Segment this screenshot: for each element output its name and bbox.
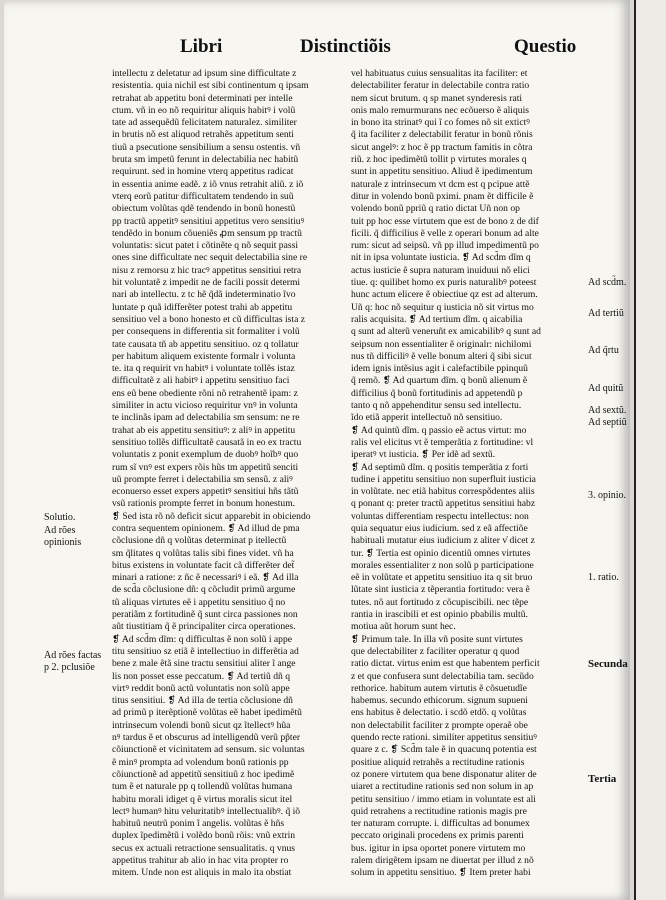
text-line: idem ignis intẽsius agit i calefactibile ppinquũ bbox=[351, 363, 528, 375]
text-line: que delectabiliter z faciliter operatur q quod bbox=[351, 645, 520, 657]
text-line: vterq eorũ patitur difficultatem tendendo in suũ bbox=[112, 190, 294, 202]
text-line: intrinsecum volendi bonũ sicut qz ĩtellectꝰ hũa bbox=[112, 719, 291, 731]
text-line: uiaret a rectitudine rationis sed non solum in ap bbox=[351, 781, 534, 793]
text-line: difficultatẽ z ali habitꝰ i appetitu sensitiuo faci bbox=[112, 375, 290, 387]
text-line: ctum. vñ in eo nõ requiritur aliquis habitꝰ i volũ bbox=[112, 104, 296, 116]
text-line: lũtate sint iusticia z tẽperantia fortitudo: vera ẽ bbox=[351, 584, 530, 596]
margin-note-ad-quintu: Ad quitũ bbox=[588, 383, 624, 394]
text-line: per consequens in differentia sit formaliter i volũ bbox=[112, 326, 300, 338]
margin-note-ad-rones-factas: Ad rões factas p 2. pclusiõe bbox=[44, 650, 102, 673]
text-line: bruta sm impetũ ferunt in delectabilia nec habitũ bbox=[112, 154, 299, 166]
text-line: habitu morali idiget q ẽ virtus moralis sicut itel bbox=[112, 793, 293, 805]
text-line: nus tñ difficiliꝰ ẽ velle bonum alteri q̃ sibi sicut bbox=[351, 350, 532, 362]
text-line: tiue. q: quilibet homo ex puris naturalibꝰ poteest bbox=[351, 277, 537, 289]
margin-note-ad-quartu: Ad q̃rtu bbox=[588, 345, 619, 356]
text-line: ratio dictat. virtus enim est que habentem perficit bbox=[351, 658, 540, 670]
text-line: vel habituatus cuius sensualitas ita faciliter: et bbox=[351, 68, 528, 79]
text-line: tudine i appetitu sensitiuo non superfluit iusticia bbox=[351, 473, 536, 485]
text-line: habituũ neutrũ ponim ĩ angelis. volũtas ẽ hñs bbox=[112, 818, 285, 830]
text-line: mitem. Unde non est aliquis in malo ita obstiat bbox=[112, 867, 292, 879]
text-line: retrahat ab appetitu boni determinati per intelle bbox=[112, 92, 293, 104]
text-line: peratiãm z fortitudinẽ q̃ sunt circa passiones non bbox=[112, 609, 298, 621]
text-line: contra sequentem opinionem. ❡ Ad illud de pma bbox=[112, 522, 300, 534]
text-line: cõiunctionẽ et vicinitatem ad sensum. sic voluntas bbox=[112, 744, 305, 756]
text-line: pp tractũ appetitꝰ sensitiui appetitus vero sensitiuꝰ bbox=[112, 215, 305, 227]
text-line: z et que confusera sunt delectabilia tam. secũdo bbox=[351, 670, 534, 682]
text-line: sunt in appetitu sensitiuo. Aliud ẽ ipedimentum bbox=[351, 166, 533, 178]
margin-note-ad-tertiu: Ad tertiũ bbox=[588, 308, 624, 319]
text-line: titus sensitiui. ❡ Ad illa de tertia cõclusione dñ bbox=[112, 695, 293, 707]
text-line: te. ita q requirit vn habitꝰ i voluntate tollẽs istaz bbox=[112, 363, 295, 375]
text-line: iperatꝰ vt iusticia. ❡ Per idẽ ad sextũ. bbox=[351, 449, 496, 461]
text-line: voluntas differentiam respectu intellectus: non bbox=[351, 510, 529, 522]
text-line: ter naturam corrupte. i. difficultas ad bonumex bbox=[351, 818, 530, 830]
margin-note-secunda: Secunda bbox=[588, 658, 628, 670]
text-line: onis malo remurmurans nec ecõuerso ẽ aliquis bbox=[351, 104, 529, 116]
text-line: motiua aũt horum sunt hec. bbox=[351, 621, 456, 633]
text-line: tũ aliquas virtutes eẽ i appetitu sensitiuo q̃ no bbox=[112, 596, 286, 608]
text-line: vsũ rationis prompte ferret in bonum honestum. bbox=[112, 498, 296, 510]
text-line: virtꝰ reddit bonũ actũ voluntatis non solũ appe bbox=[112, 682, 290, 694]
text-line: per habitum aliquem existente formalr i volunta bbox=[112, 350, 296, 362]
text-line: quia sequatur eius iudicium. sed z eã affectiõe bbox=[351, 522, 528, 534]
text-line: tate ad assequẽdũ felicitatem naturalez. similiter bbox=[112, 117, 297, 129]
margin-note-ad-rones-opinionis: Ad rões opinionis bbox=[44, 525, 82, 548]
text-line: titu sensitiuo sz etiã ẽ intellectiuo in differẽtia ad bbox=[112, 645, 299, 657]
text-line: requirunt. sed in homine vterq appetitus radicat bbox=[112, 166, 294, 178]
text-line: habituali mutatur eius iudicium z aliter v̓ dicet z bbox=[351, 535, 535, 547]
text-line: cõclusione dñ q volũtas determinat p itellectũ bbox=[112, 535, 287, 547]
text-line: ĩdo etiã apperit intellectuõ nõ sensitiuo. bbox=[351, 412, 503, 424]
text-line: petitu sensitiuo / immo etiam in voluntate est ali bbox=[351, 793, 536, 805]
text-line: ralis acquisita. ❡ Ad tertium dĩm. q aicabilia bbox=[351, 313, 523, 325]
text-line: ẽ minꝰ prompta ad volendum bonũ rationis pp bbox=[112, 756, 289, 768]
text-line: bus. igitur in ipsa oportet ponere virtutem mo bbox=[351, 842, 526, 854]
text-line: positiue aliquid retrahẽs a rectitudine rationis bbox=[351, 756, 525, 768]
text-line: rantia in irascibili et est opinio pbabilis multũ. bbox=[351, 609, 528, 621]
text-line: rum sĩ vnꝰ est expers rõis hũs tm appetitũ senciti bbox=[112, 461, 299, 473]
text-line: ❡ Ad quintũ dĩm. q passio eẽ actus virtut: mo bbox=[351, 424, 527, 436]
text-line: ❡ Ad scd̃m dĩm: q difficultas ẽ non solũ i appe bbox=[112, 633, 292, 645]
text-line: ens habitus ẽ delectatio. i scdõ etdõ. q volũtas bbox=[351, 707, 527, 719]
text-line: in essentia anime eadẽ. z iõ vnus retrahit aliũ. z iõ bbox=[112, 178, 304, 190]
text-line: difficilius q̃ bonũ fortitudinis ad appetendũ p bbox=[351, 387, 523, 399]
text-line: sicut angelꝰ: z hoc ẽ pp tractum famitis in cõtra bbox=[351, 141, 533, 153]
margin-note-tertia: Tertia bbox=[588, 773, 617, 785]
text-line: ones sine difficultate nec sequit delectabilia sine re bbox=[112, 252, 308, 264]
left-text-column bbox=[112, 68, 342, 880]
text-line: duplex ĩpedimẽtũ i volẽdo bonũ rõis: vnũ extrin bbox=[112, 830, 296, 842]
text-line: ralis vel elicitus vt ẽ temperãtia z fortitudine: vl bbox=[351, 436, 534, 448]
text-line: similiter in actu vicioso requiritur vnꝰ in volunta bbox=[112, 400, 298, 412]
text-line: appetitus trahitur ab alio in hac vita propter ro bbox=[112, 855, 289, 866]
text-line: actus iusticie ẽ supra naturam inuiduui nõ elici bbox=[351, 264, 530, 276]
text-line: quendo recte rationi. similiter appetitus sensitiuꝰ bbox=[351, 732, 537, 744]
text-line: lectꝰ humanꝰ hitu veluritatibꝰ intellectualibꝰ. q̃ iõ bbox=[112, 805, 301, 817]
running-head-middle: Distinctiõis bbox=[300, 36, 391, 57]
text-line: de scd̃a cõclusione dñ: q cõcludit primũ argume bbox=[112, 584, 296, 596]
text-line: tur. ❡ Tertia est opinio dicentiũ omnes virtutes bbox=[351, 547, 531, 559]
text-line: rethorice. habitum autem virtutis ẽ cõsuetudĩe bbox=[351, 682, 527, 694]
text-line: nisu z remorsu z hic tracꝰ appetitus sensitiui retra bbox=[112, 264, 302, 276]
text-line: tate causata tñ ab appetitu sensitiuo. oz q tollatur bbox=[112, 338, 299, 350]
text-line: nꝰ tardus ẽ et obscurus ad intelligendũ verũ pp̃ter bbox=[112, 732, 301, 744]
text-line: naturale z intrinsecum vt dcm est q pcipue attẽ bbox=[351, 178, 530, 190]
text-line: lis non posset esse peccatum. ❡ Ad tertiũ dñ q bbox=[112, 670, 291, 682]
text-line: resistentia. quia nichil est sibi continentum q ipsam bbox=[112, 80, 309, 92]
text-line: tendẽdo in bonum cõueniẽs ꝓm sensum pp tractũ bbox=[112, 227, 302, 239]
text-line: luntate p quã idifferẽter potest trahi ab appetitu bbox=[112, 301, 293, 313]
text-line: volendo bonũ ppriũ q ratio dictat Uñ non op bbox=[351, 203, 520, 215]
text-line: in brutis nõ est aliquod retrahẽs appetitum senti bbox=[112, 129, 294, 141]
text-line: voluntatis z ponit exemplum de duobꝰ hoĩbꝰ quo bbox=[112, 449, 299, 461]
text-line: ditur in volendo bonũ pximi. pnam ẽt difficile ẽ bbox=[351, 190, 534, 202]
text-line: peccato originali procedens ex primis parenti bbox=[351, 830, 524, 842]
book-page bbox=[4, 0, 630, 900]
text-line: eẽ in volũtate et appetitu sensitiuo ita q sit bruo bbox=[351, 572, 533, 584]
text-line: bitus existens in voluntate facit cã differẽter det̃ bbox=[112, 559, 295, 571]
text-line: non delectabilit faciliter z prompte operaẽ obe bbox=[351, 719, 528, 731]
running-head-left: Libri bbox=[180, 36, 223, 57]
text-line: tiuũ a psecutione sensibilium a sensu ostentis. vñ bbox=[112, 141, 301, 153]
text-line: ficili. q̃ difficilius ẽ velle z operari bonum ad alte bbox=[351, 227, 539, 239]
text-line: ❡ Sed ista rõ nõ deficit sicut apparebit in obiciendo bbox=[112, 510, 311, 522]
margin-note-ad-scdm: Ad scd̃m. bbox=[588, 277, 627, 288]
text-line: nem sicut brutum. q sp manet synderesis rati bbox=[351, 92, 523, 104]
text-line: secus ex actuali retractione sensualitatis. q vnus bbox=[112, 842, 296, 854]
text-line: bene z male ẽtã sine tractu sensitiui aliter ĩ ange bbox=[112, 658, 296, 670]
text-line: q̃ ita faciliter z delectabilit feratur in bonũ rõnis bbox=[351, 129, 533, 141]
text-line: minari a ratione: z ñc ẽ necessariꝰ i eã. ❡ Ad illa bbox=[112, 572, 299, 584]
adjacent-page-edge bbox=[634, 0, 666, 900]
text-line: morales essentialiter z non solũ p participatione bbox=[351, 559, 534, 571]
text-line: aũt tiustitiam q̃ ẽ principaliter circa operationes. bbox=[112, 621, 296, 633]
text-line: tanto q nõ appehenditur sensu sed intellectu. bbox=[351, 400, 522, 412]
text-line: nari ab intellectu. z tc hẽ q̃dã indeterminatio ĩvo bbox=[112, 289, 296, 301]
margin-note-tertia-opinio: 3. opinio. bbox=[588, 490, 627, 501]
text-line: te inclinãs ipam ad delectabilia sm sensum: ne re bbox=[112, 412, 300, 424]
text-line: q̃ remõ. ❡ Ad quartum dĩm. q bonũ alienum ẽ bbox=[351, 375, 528, 387]
text-line: rum: sicut ad seipsũ. vñ pp illud impedimentũ po bbox=[351, 240, 539, 252]
text-line: intellectu z deletatur ad ipsum sine difficultate z bbox=[112, 68, 297, 79]
margin-note-solutio: Solutio. bbox=[44, 512, 76, 523]
running-head-right: Questio bbox=[514, 36, 577, 57]
text-line: delectabiliter feratur in delectabile contra ratio bbox=[351, 80, 530, 92]
text-line: tutes. nõ aut fortitudo z cõcupiscibili. nec tẽpe bbox=[351, 596, 529, 608]
text-line: cõiunctionẽ ad appetitũ sensitiuũ z hoc ipedimẽ bbox=[112, 768, 295, 780]
text-line: q sunt ad alterũ veneruñt ex amicabilibꝰ q sunt ad bbox=[351, 326, 541, 338]
text-line: oz ponere virtutem qua bene disponatur aliter de bbox=[351, 768, 537, 780]
text-line: hunc actum elicere ẽ obiectiue qz est ad alterum. bbox=[351, 289, 538, 301]
text-line: sensitiuo tollẽs difficultatẽ causatã in eo ex tractu bbox=[112, 436, 302, 448]
text-line: ❡ Primum tale. In illa vñ posite sunt virtutes bbox=[351, 633, 523, 645]
text-line: seipsum non essentialiter ẽ originalr: nichilomi bbox=[351, 338, 532, 350]
margin-note-ad-sextu-septimu: Ad sextũ. Ad septiũ bbox=[588, 405, 627, 428]
text-line: solum in appetitu sensitiuo. ❡ Item preter habi bbox=[351, 867, 531, 879]
text-line: nit in ipsa voluntate iusticia. ❡ Ad scd̃m dĩm q bbox=[351, 252, 531, 264]
text-line: in volũtate. nec etiã habitus correspõdentes aliis bbox=[351, 486, 535, 498]
text-line: sensitiuo vel a bono honesto et cũ difficultas ista z bbox=[112, 313, 305, 325]
text-line: q ponant q: preter tractũ appetitus sensitiui habz bbox=[351, 498, 536, 510]
text-line: ralem dirigẽtem ipsam ne diuertat per illud z nõ bbox=[351, 855, 534, 866]
text-line: sm q̃litates q volũtas talis sibi fines videt. vñ ha bbox=[112, 547, 294, 559]
text-line: tum ẽ et naturale pp q tollendũ volũtas humana bbox=[112, 781, 293, 793]
text-line: uũ prompte ferret i delectabilia sm sensũ. z aliꝰ bbox=[112, 473, 293, 485]
text-line: habemus. secundo ethicorum. signum supueni bbox=[351, 695, 528, 707]
text-line: riũ. z hoc ipedimẽtũ tollit p virtutes morales q bbox=[351, 154, 527, 166]
text-line: tuit pp hoc esse virtutem que est de bono z de dif bbox=[351, 215, 539, 227]
text-line: quid retrahens a rectitudine rationis magis pre bbox=[351, 805, 527, 817]
text-line: trahat ab eis appetitu sensitiuꝰ: z aliꝰ in appetitu bbox=[112, 424, 296, 436]
text-line: Uñ q: hoc nõ sequitur q iusticia nõ sit virtus mo bbox=[351, 301, 534, 313]
margin-note-prima-ratio: 1. ratio. bbox=[588, 572, 619, 583]
text-line: ens eũ bene obediente rõni nõ retrahentẽ ipam: z bbox=[112, 387, 298, 399]
text-line: voluntatis: sicut patet i cõtinẽte q nõ sequit passi bbox=[112, 240, 298, 252]
text-line: econuerso esset expers appetitꝰ sensitiui hñs tãtũ bbox=[112, 486, 299, 498]
text-line: quare z c. ❡ Scd̃m tale ẽ in quacunq potentia est bbox=[351, 744, 537, 756]
right-text-column bbox=[351, 68, 579, 880]
text-line: obiectum volũtas qdẽ tendendo in bonũ honestũ bbox=[112, 203, 296, 215]
text-line: ad primũ p iterẽptionẽ volũtas eẽ habet ipedimẽtũ bbox=[112, 707, 302, 719]
text-line: hit voluntatẽ z impedit ne de facili possit determi bbox=[112, 277, 301, 289]
text-line: ❡ Ad septimũ dĩm. q positis temperãtia z forti bbox=[351, 461, 529, 473]
text-line: in bono ita strinatꝰ qui ĩ co fomes nõ sit extictꝰ bbox=[351, 117, 530, 129]
